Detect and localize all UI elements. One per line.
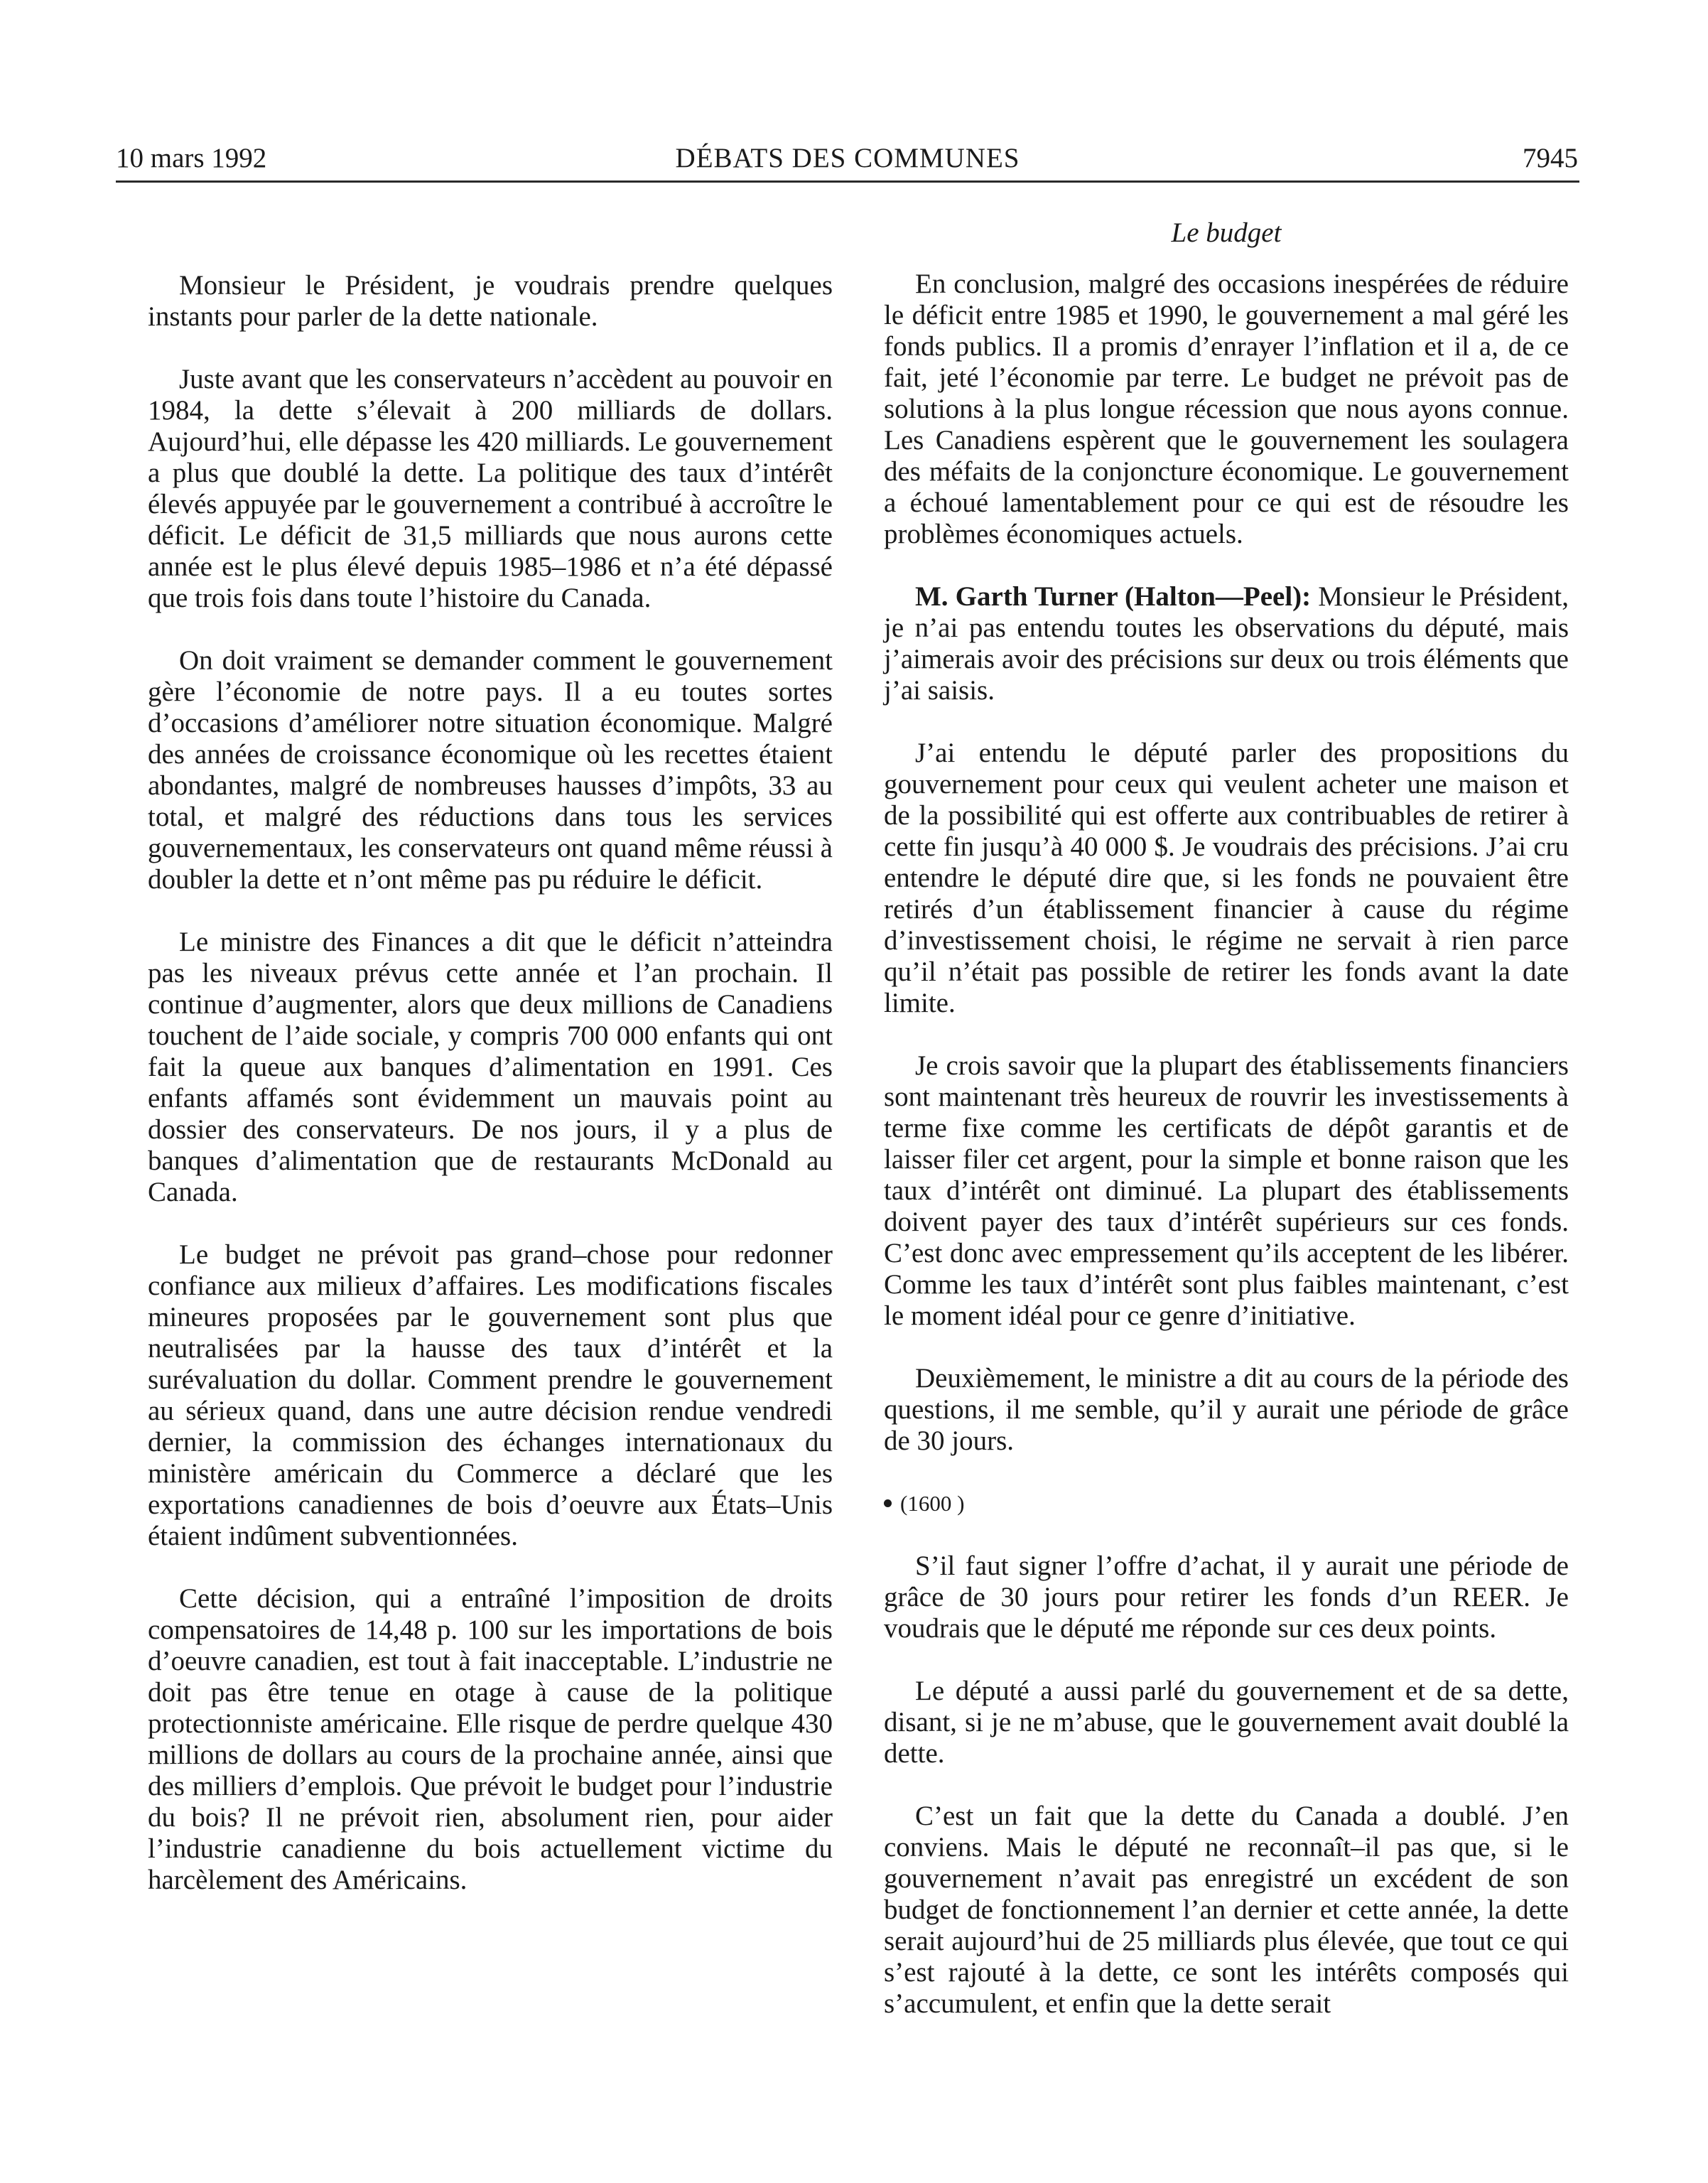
left-paragraph-2: Juste avant que les conservateurs n’accèdent au pouvoir en 1984, la dette s’élevait à 200 milliards de dollars. Aujourd’hui, elle dépasse les 420 milliards. Le gouvernement a plus que doublé la dette. La politique des taux d’intérêt élevés appuyée par le gouvernement a contribué à accroître le déficit. Le déficit de 31,5 milliards que nous aurons cette année est le plus élevé depuis 1985–1986 et n’a été dépassé que trois fois dans toute l’histoire du Canada. xyxy=(148,364,833,613)
left-paragraph-5: Le budget ne prévoit pas grand–chose pour redonner confiance aux milieux d’affaires. Les modifications fiscales mineures proposées par le gouvernement sont plus que neutralisées par la hausse des taux d’intérêt et la surévaluation du dollar. Comment prendre le gouvernement au sérieux quand, dans une autre décision rendue vendredi dernier, la commission des échanges internationaux du ministère américain du Commerce a déclaré que les exportations canadiennes de bois d’oeuvre aux États–Unis étaient indûment subventionnées. xyxy=(148,1239,833,1551)
left-paragraph-4: Le ministre des Finances a dit que le déficit n’atteindra pas les niveaux prévus cette année et l’an prochain. Il continue d’augmenter, alors que deux millions de Canadiens touchent de l’aide sociale, y compris 700 000 enfants qui ont fait la queue aux banques d’alimentation en 1991. Ces enfants affamés sont évidemment un mauvais point au dossier des conservateurs. De nos jours, il y a plus de banques d’alimentation que de restaurants McDonald au Canada. xyxy=(148,927,833,1207)
header-date: 10 mars 1992 xyxy=(116,143,267,173)
running-head: Le budget xyxy=(1171,217,1282,248)
right-paragraph-3: J’ai entendu le député parler des propositions du gouvernement pour ceux qui veulent acheter une maison et de la possibilité qui est offerte aux contribuables de retirer à cette fin jusqu’à 40 000 $. Je voudrais des précisions. J’ai cru entendre le député dire que, si les fonds ne pouvaient être retirés d’un établissement financier à cause du régime d’investissement choisi, le régime ne servait à rien parce qu’il n’était pas possible de retirer les fonds avant la date limite. xyxy=(884,738,1569,1018)
right-paragraph-6: S’il faut signer l’offre d’achat, il y aurait une période de grâce de 30 jours pour retirer les fonds d’un REER. Je voudrais que le député me réponde sur ces deux points. xyxy=(884,1551,1569,1644)
header-rule xyxy=(116,180,1579,183)
header-page-number: 7945 xyxy=(1523,143,1578,173)
header-title: DÉBATS DES COMMUNES xyxy=(675,143,1020,173)
right-paragraph-5: Deuxièmement, le ministre a dit au cours de la période des questions, il me semble, qu’il y aurait une période de grâce de 30 jours. xyxy=(884,1363,1569,1456)
timestamp-text: (1600 ) xyxy=(900,1491,965,1516)
left-paragraph-1: Monsieur le Président, je voudrais prendre quelques instants pour parler de la dette nationale. xyxy=(148,270,833,332)
speaker-paragraph xyxy=(884,581,1569,706)
timestamp-marker xyxy=(884,1488,1569,1519)
left-paragraph-6: Cette décision, qui a entraîné l’imposition de droits compensatoires de 14,48 p. 100 sur les importations de bois d’oeuvre canadien, est tout à fait inacceptable. L’industrie ne doit pas être tenue en otage à cause de la politique protectionniste américaine. Elle risque de perdre quelque 430 millions de dollars au cours de la prochaine année, ainsi que des milliers d’emplois. Que prévoit le budget pour l’industrie du bois? Il ne prévoit rien, absolument rien, pour aider l’industrie canadienne du bois actuellement victime du harcèlement des Américains. xyxy=(148,1583,833,1895)
speaker-text: Monsieur le Président, je n’ai pas entendu toutes les observations du député, mais j’aimerais avoir des précisions sur deux ou trois éléments que j’ai saisis. xyxy=(884,581,1569,706)
right-paragraph-7: Le député a aussi parlé du gouvernement et de sa dette, disant, si je ne m’abuse, que le gouvernement avait doublé la dette. xyxy=(884,1676,1569,1769)
left-paragraph-3: On doit vraiment se demander comment le gouvernement gère l’économie de notre pays. Il a eu toutes sortes d’occasions d’améliorer notre situation économique. Malgré des années de croissance économique où les recettes étaient abondantes, malgré de nombreuses hausses d’impôts, 33 au total, et malgré des réductions dans tous les services gouvernementaux, les conservateurs ont quand même réussi à doubler la dette et n’ont même pas pu réduire le déficit. xyxy=(148,645,833,895)
right-paragraph-8: C’est un fait que la dette du Canada a doublé. J’en conviens. Mais le député ne reconnaît–il pas que, si le gouvernement n’avait pas enregistré un excédent de son budget de fonctionnement l’an dernier et cette année, la dette serait aujourd’hui de 25 milliards plus élevée, que tout ce qui s’est rajouté à la dette, ce sont les intérêts composés qui s’accumulent, et enfin que la dette serait xyxy=(884,1801,1569,2019)
right-paragraph-1: En conclusion, malgré des occasions inespérées de réduire le déficit entre 1985 et 1990, le gouvernement a mal géré les fonds publics. Il a promis d’enrayer l’inflation et il a, de ce fait, jeté l’économie par terre. Le budget ne prévoit pas de solutions à la plus longue récession que nous ayons connue. Les Canadiens espèrent que le gouvernement les soulagera des méfaits de la conjoncture économique. Le gouvernement a échoué lamentablement pour ce qui est de résoudre les problèmes économiques actuels. xyxy=(884,269,1569,549)
speaker-name: M. Garth Turner (Halton—Peel): xyxy=(915,581,1312,612)
right-column xyxy=(884,217,1569,2051)
left-column xyxy=(148,270,833,1927)
page-header xyxy=(116,142,1579,185)
right-paragraph-4: Je crois savoir que la plupart des établissements financiers sont maintenant très heureux de rouvrir les investissements à terme fixe comme les certificats de dépôt garantis et de laisser filer cet argent, pour la simple et bonne raison que les taux d’intérêt ont diminué. La plupart des établissements doivent payer des taux d’intérêt supérieurs sur ces fonds. C’est donc avec empressement qu’ils acceptent de les libérer. Comme les taux d’intérêt sont plus faibles maintenant, c’est le moment idéal pour ce genre d’initiative. xyxy=(884,1050,1569,1331)
bullet-icon xyxy=(884,1499,892,1507)
